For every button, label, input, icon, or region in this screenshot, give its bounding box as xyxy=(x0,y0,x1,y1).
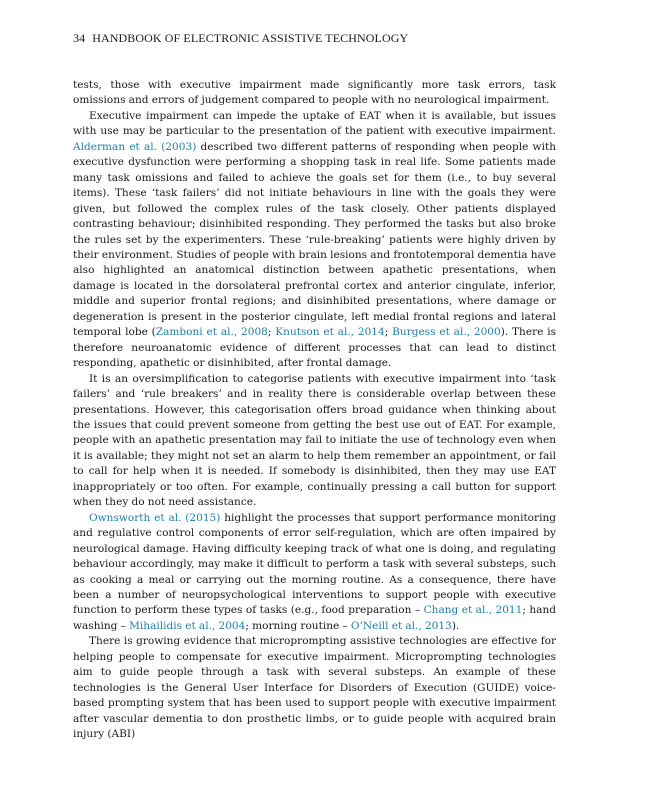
paragraph xyxy=(73,78,556,109)
paragraph xyxy=(73,511,556,635)
paragraph-text: It is an oversimplification to categorise patients with executive impairment into ‘task failers’ and ‘rule breakers’ and in reality there is considerable overlap between these presentations. However, this categorisation offers broad guidance when thinking about the issues that could prevent someone from getting the best use out of EAT. For example, people with an apathetic presentation may fail to initiate the use of technology even when it is available; they might not set an alarm to help them remember an appointment, or fail to call for help when it is needed. If somebody is disinhibited, then they may use EAT inappropriately or too often. For example, continually pressing a call button for support when they do not need assistance. xyxy=(73,372,556,509)
paragraph-text: There is growing evidence that microprompting assistive technologies are effective for helping people to compensate for executive impairment. Microprompting technologies aim to guide people through a task with several substeps. An example of these technologies is the General User Interface for Disorders of Execution (GUIDE) voice-based prompting system that has been used to support people with executive impairment after vascular dementia to don prosthetic limbs, or to guide people with acquired brain injury (ABI) xyxy=(73,635,556,741)
paragraph xyxy=(73,634,556,742)
paragraph-text: ; xyxy=(267,326,276,339)
citation-link[interactable]: Alderman et al. (2003) xyxy=(73,140,197,153)
citation-link[interactable]: Mihailidis et al., 2004 xyxy=(129,619,246,632)
citation-link[interactable]: Ownsworth et al. (2015) xyxy=(89,511,221,524)
document-page xyxy=(73,30,556,742)
paragraph-text: ; xyxy=(384,326,393,339)
paragraph xyxy=(73,372,556,511)
paragraph-text: ). There is therefore neuroanatomic evidence of different processes that can lead to distinct responding, apathetic or disinhibited, after frontal damage. xyxy=(73,326,556,370)
citation-link[interactable]: O’Neill et al., 2013 xyxy=(350,619,452,632)
running-head-title: HANDBOOK OF ELECTRONIC ASSISTIVE TECHNOLOGY xyxy=(92,31,409,45)
citation-link[interactable]: Zamboni et al., 2008 xyxy=(155,326,268,339)
paragraph-text: ). xyxy=(451,619,460,632)
running-head xyxy=(73,30,556,46)
paragraph-text: ; hand washing – xyxy=(73,604,556,632)
citation-link[interactable]: Chang et al., 2011 xyxy=(423,604,523,617)
paragraph-text: described two different patterns of responding when people with executive dysfunction were performing a shopping task in real life. Some patients made many task omissions and failed to achieve the goals set for them (i.e., to buy several items). These ‘task failers’ did not initiate behaviours in line with the goals they were given, but followed the complex rules of the task closely. Other patients displayed contrasting behaviour; disinhibited responding. They performed the tasks but also broke the rules set by the experimenters. These ‘rule-breaking’ patients were highly driven by their environment. Studies of people with brain lesions and frontotemporal dementia have also highlighted an anatomical distinction between apathetic presentations, when damage is located in the dorsolateral prefrontal cortex and anterior cingulate, inferior, middle and superior frontal regions; and disinhibited presentations, where damage or degeneration is present in the posterior cingulate, left medial frontal regions and lateral temporal lobe ( xyxy=(73,140,556,339)
body-text xyxy=(73,78,556,742)
citation-link[interactable]: Knutson et al., 2014 xyxy=(275,326,385,339)
paragraph-text: highlight the processes that support performance monitoring and regulative control components of error self-regulation, which are often impaired by neurological damage. Having difficulty keeping track of what one is doing, and regulating behaviour accordingly, may make it difficult to perform a task with several substeps, such as cooking a meal or carrying out the morning routine. As a consequence, there have been a number of neuropsychological interventions to support people with executive function to perform these types of tasks (e.g., food preparation – xyxy=(73,511,556,617)
paragraph-text: Executive impairment can impede the uptake of EAT when it is available, but issues with use may be particular to the presentation of the patient with executive impairment. xyxy=(73,109,556,138)
citation-link[interactable]: Burgess et al., 2000 xyxy=(392,326,501,339)
paragraph xyxy=(73,109,556,372)
page-number: 34 xyxy=(73,31,86,45)
paragraph-text: ; morning routine – xyxy=(245,619,351,632)
paragraph-text: tests, those with executive impairment made significantly more task errors, task omissions and errors of judgement compared to people with no neurological impairment. xyxy=(73,79,556,107)
